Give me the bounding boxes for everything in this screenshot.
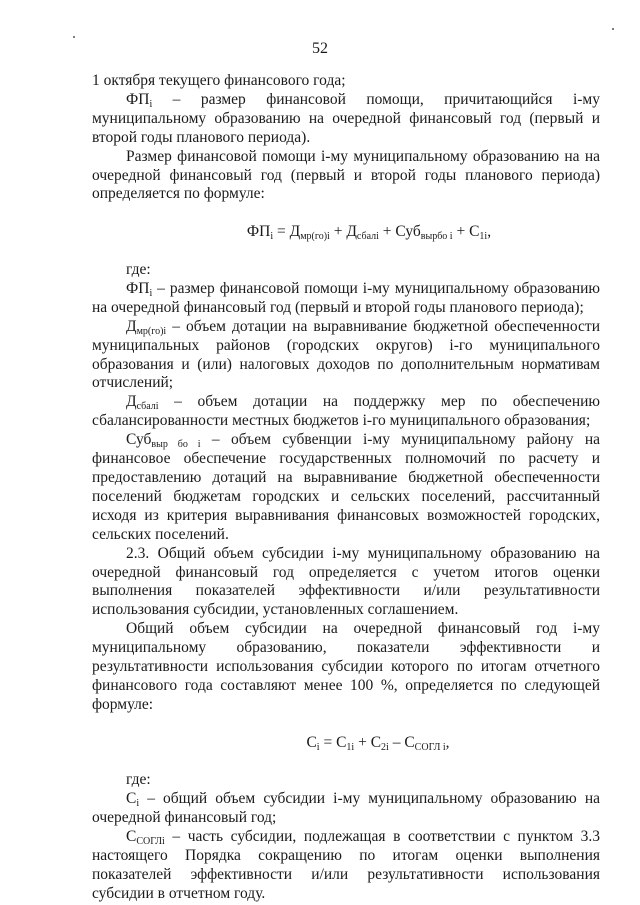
term-symbol: Суб (126, 431, 152, 449)
term-definition: – часть субсидии, подлежащая в соответствии с пунктом 3.3 настоящего Порядка сокращению по итогам оценки выполнения показателей эффективности и/или результативности использования субсидии в отчетном году. (92, 828, 600, 902)
term-symbol: С (126, 790, 137, 808)
paragraph: Размер финансовой помощи i-му муниципальному образованию на на очередной финансовый год (первый и второй годы планового периода) определяется по формуле: (92, 147, 600, 203)
term-symbol: ФП (126, 90, 150, 108)
definition-paragraph (92, 280, 600, 318)
paragraph: Общий объем субсидии на очередной финансовый год i-му муниципальному образованию, показатели эффективности и результативности использования субсидии которого по итогам отчетного финансового года составляют менее 100 %, определяется по следующей формуле: (92, 620, 600, 713)
term-subscript: i (149, 287, 153, 299)
term-definition: – объем дотации на поддержку мер по обеспечению сбалансированности местных бюджетов i-го муниципального образования; (92, 393, 600, 430)
term-symbol: С (126, 828, 137, 846)
definition-paragraph (92, 393, 600, 431)
definition-paragraph (92, 790, 600, 828)
term-symbol: Д (126, 393, 137, 411)
where-label: где: (126, 771, 151, 789)
term-subscript: сбалi (136, 401, 159, 413)
term-definition: – общий объем субсидии i-му муниципальному образованию на очередной финансовый год; (92, 790, 600, 827)
formula-financial-aid: $ФП_i = Д_{мр(го)i} + Д_{сбалi} + Суб_{вырбо i} + С_{1i}$, (246, 223, 492, 243)
term-definition: – объем дотации на выравнивание бюджетной обеспеченности муниципальных районов (городских округов) i-го муниципального образования и (или) налоговых доходов по дополнительным нормативам отчислений; (92, 317, 600, 392)
definition-paragraph (92, 91, 600, 148)
scan-speck (73, 36, 75, 38)
term-definition: – объем субвенции i-му муниципальному району на финансовое обеспечение государственных полномочий по расчету и предоставлению дотаций на выравнивание бюджетной обеспеченности поселений бюджетам городских и сельских поселений, рассчитанный исходя из критерия выравнивания финансовых возможностей городских, сельских поселений. (92, 431, 600, 543)
section-paragraph: 2.3. Общий объем субсидии i-му муниципальному образованию на очередной финансовый год определяется с учетом итогов оценки выполнения показателей эффективности и/или результативности использования субсидии, установленных соглашением. (92, 544, 600, 619)
term-definition: – размер финансовой помощи i-му муниципальному образованию на очередной финансовый год (первый и второй годы планового периода); (92, 279, 600, 316)
term-symbol: ФП (126, 279, 150, 297)
term-subscript: мр(го)i (136, 325, 167, 337)
term-definition: – размер финансовой помощи, причитающийся i-му муниципальному образованию на очередной финансовый год (первый и второй годы планового периода). (92, 90, 600, 146)
where-label: где: (126, 261, 151, 279)
definition-paragraph (92, 828, 600, 904)
term-symbol: Д (126, 317, 137, 335)
document-body (92, 72, 600, 904)
term-subscript: СОГЛi (136, 836, 165, 848)
definition-paragraph (92, 431, 600, 544)
term-subscript: i (136, 798, 140, 810)
definition-paragraph (92, 318, 600, 394)
page-number: 52 (312, 40, 328, 57)
term-subscript: i (149, 98, 153, 110)
formula-subsidy: $С_i = С_{1i} + С_{2i} - С_{СОГЛ i}$, (306, 733, 450, 753)
term-subscript: выр бо i (151, 439, 201, 451)
scan-speck (612, 28, 614, 30)
paragraph: 1 октября текущего финансового года; (92, 72, 346, 89)
